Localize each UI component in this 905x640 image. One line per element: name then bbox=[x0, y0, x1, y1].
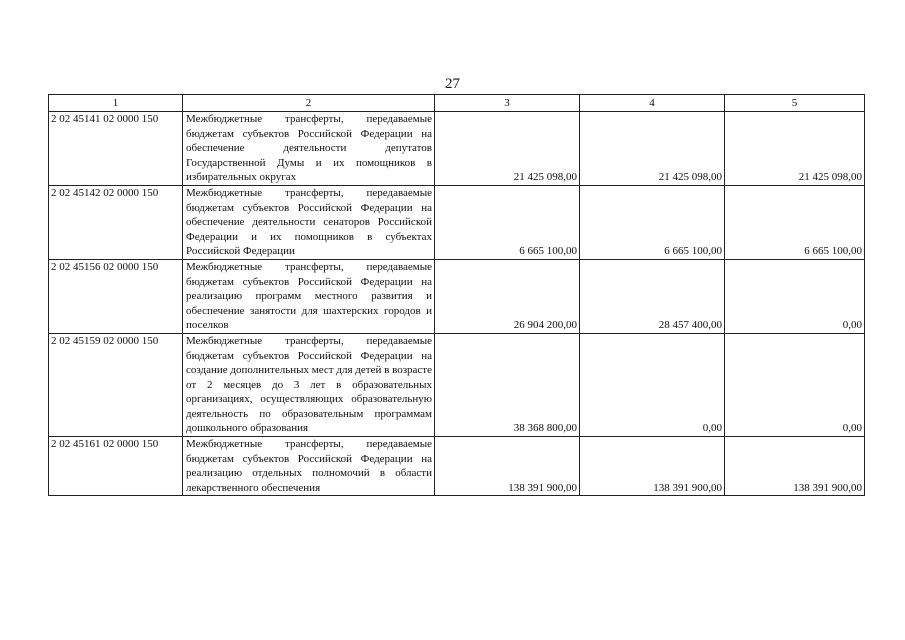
table-row bbox=[49, 437, 865, 496]
budget-code: 2 02 45161 02 0000 150 bbox=[49, 437, 183, 496]
table-row bbox=[49, 333, 865, 436]
amount-col-5: 21 425 098,00 bbox=[725, 112, 865, 186]
column-number-1: 1 bbox=[49, 95, 183, 112]
row-description: Межбюджетные трансферты, передаваемые бюджетам субъектов Российской Федерации на реализацию программ местного развития и обеспечение занятости для шахтерских городов и поселков bbox=[183, 259, 435, 333]
amount-col-5: 138 391 900,00 bbox=[725, 437, 865, 496]
row-description: Межбюджетные трансферты, передаваемые бюджетам субъектов Российской Федерации на обеспечение деятельности депутатов Государственной Думы и их помощников в избирательных округах bbox=[183, 112, 435, 186]
amount-col-3: 26 904 200,00 bbox=[435, 259, 580, 333]
budget-table bbox=[48, 94, 865, 496]
row-description: Межбюджетные трансферты, передаваемые бюджетам субъектов Российской Федерации на обеспечение деятельности сенаторов Российской Федерации и их помощников в субъектах Российской Федерации bbox=[183, 185, 435, 259]
column-number-3: 3 bbox=[435, 95, 580, 112]
amount-col-3: 38 368 800,00 bbox=[435, 333, 580, 436]
amount-col-4: 28 457 400,00 bbox=[580, 259, 725, 333]
budget-code: 2 02 45156 02 0000 150 bbox=[49, 259, 183, 333]
column-number-2: 2 bbox=[183, 95, 435, 112]
amount-col-4: 21 425 098,00 bbox=[580, 112, 725, 186]
column-number-5: 5 bbox=[725, 95, 865, 112]
amount-col-5: 6 665 100,00 bbox=[725, 185, 865, 259]
amount-col-3: 138 391 900,00 bbox=[435, 437, 580, 496]
column-number-row bbox=[49, 95, 865, 112]
column-number-4: 4 bbox=[580, 95, 725, 112]
page-number: 27 bbox=[445, 76, 460, 92]
amount-col-4: 138 391 900,00 bbox=[580, 437, 725, 496]
amount-col-3: 21 425 098,00 bbox=[435, 112, 580, 186]
amount-col-3: 6 665 100,00 bbox=[435, 185, 580, 259]
amount-col-4: 0,00 bbox=[580, 333, 725, 436]
row-description: Межбюджетные трансферты, передаваемые бюджетам субъектов Российской Федерации на создание дополнительных мест для детей в возрасте от 2 месяцев до 3 лет в образовательных организациях, осуществляющих образовательную деятельность по образовательным программам дошкольного образования bbox=[183, 333, 435, 436]
row-description: Межбюджетные трансферты, передаваемые бюджетам субъектов Российской Федерации на реализацию отдельных полномочий в области лекарственного обеспечения bbox=[183, 437, 435, 496]
table-row bbox=[49, 185, 865, 259]
amount-col-5: 0,00 bbox=[725, 259, 865, 333]
amount-col-4: 6 665 100,00 bbox=[580, 185, 725, 259]
budget-code: 2 02 45159 02 0000 150 bbox=[49, 333, 183, 436]
table-row bbox=[49, 259, 865, 333]
budget-code: 2 02 45141 02 0000 150 bbox=[49, 112, 183, 186]
amount-col-5: 0,00 bbox=[725, 333, 865, 436]
budget-code: 2 02 45142 02 0000 150 bbox=[49, 185, 183, 259]
table-row bbox=[49, 112, 865, 186]
